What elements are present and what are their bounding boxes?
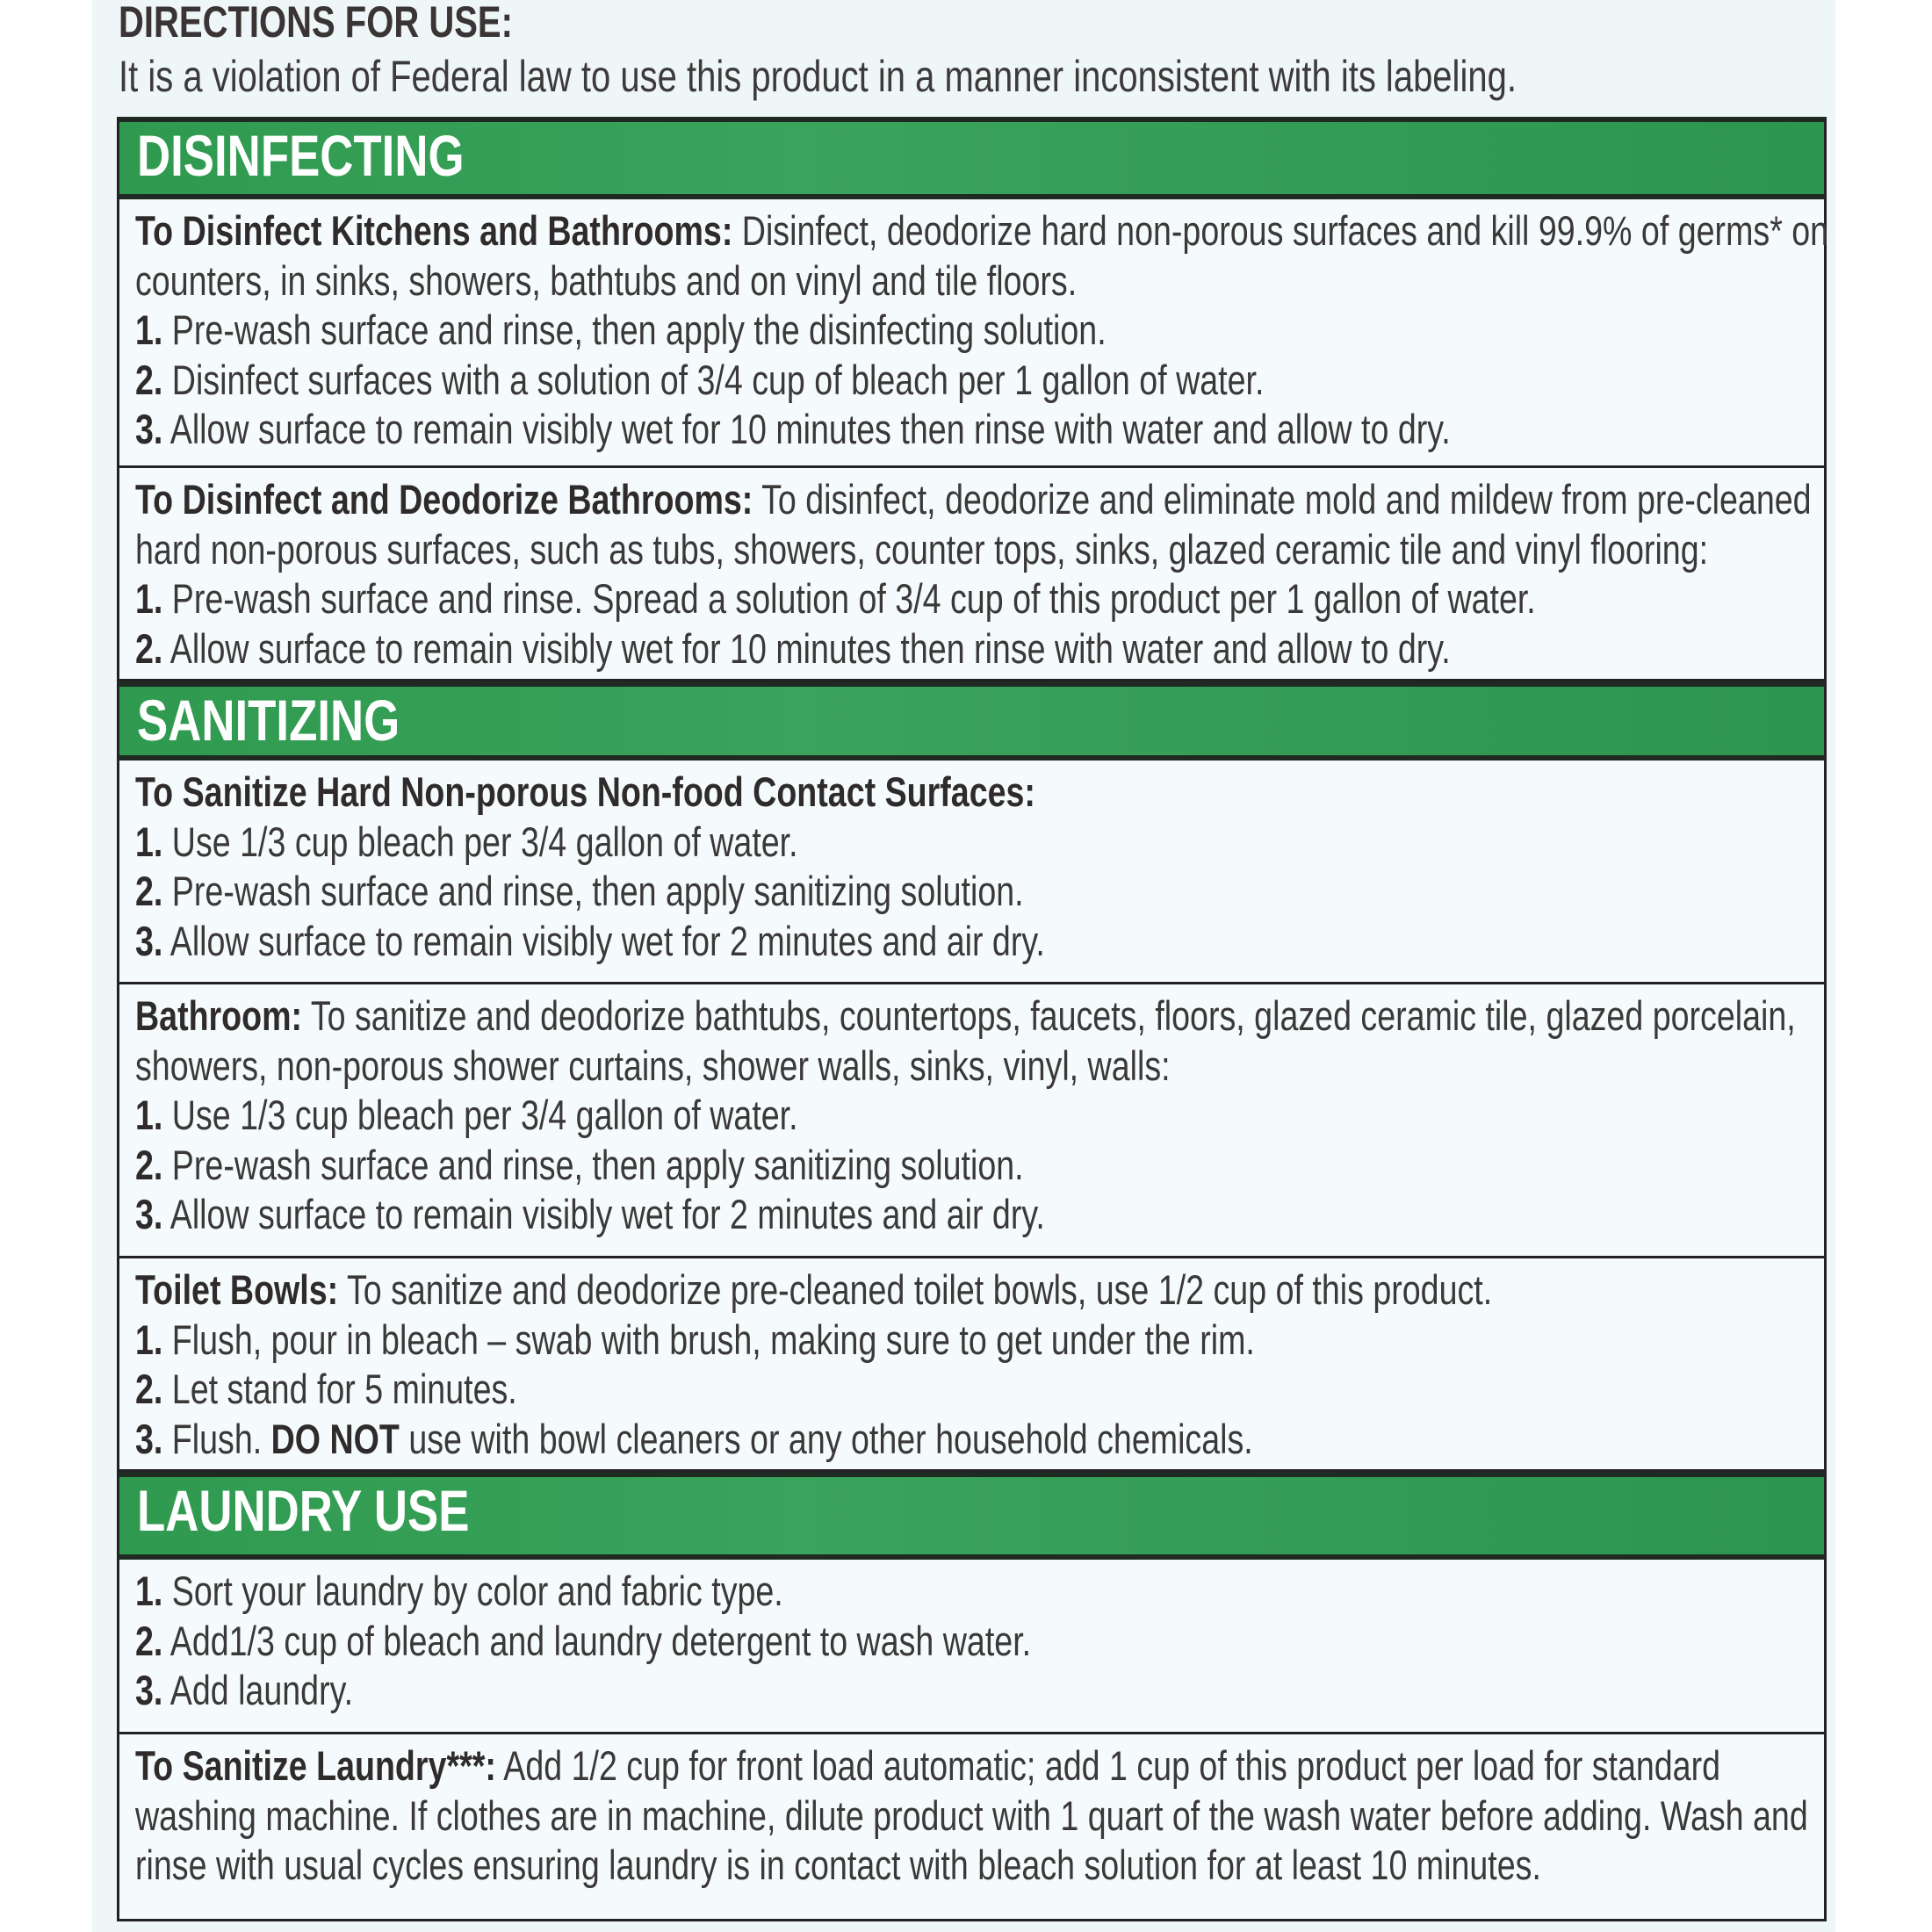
federal-law-warning [119, 51, 1866, 102]
section-header-disinfecting [117, 117, 1827, 199]
instruction-line [135, 206, 1829, 256]
instruction-text: Disinfect surfaces with a solution of 3/4 cup of bleach per 1 gallon of water. [162, 356, 1265, 403]
instruction-line [135, 867, 1808, 917]
instruction-text: Allow surface to remain visibly wet for 10 minutes then rinse with water and allow to dry. [162, 624, 1451, 672]
instruction-line [135, 1316, 1808, 1366]
instruction-label: 1. [135, 1092, 163, 1138]
instruction-box [117, 1258, 1827, 1472]
section-header-sanitizing [117, 681, 1827, 761]
instruction-line [135, 525, 1808, 575]
instruction-text: counters, in sinks, showers, bathtubs and on vinyl and tile floors. [135, 256, 1078, 304]
instruction-text: To disinfect, deodorize and eliminate mold and mildew from pre-cleaned [753, 476, 1812, 523]
instruction-label: 1. [135, 1568, 163, 1614]
instruction-line [135, 1091, 1808, 1141]
instruction-text: Allow surface to remain visibly wet for 10 minutes then rinse with water and allow to dry. [162, 406, 1451, 452]
instruction-text: Flush. [162, 1415, 271, 1462]
instruction-text: Pre-wash surface and rinse. Spread a solution of 3/4 cup of this product per 1 gallon of water. [162, 575, 1536, 622]
instruction-text: hard non-porous surfaces, such as tubs, showers, counter tops, sinks, glazed ceramic tile and vinyl flooring: [135, 525, 1709, 573]
instruction-line [135, 1791, 1808, 1842]
instruction-text: Add1/3 cup of bleach and laundry detergent to wash water. [162, 1617, 1032, 1664]
directions-title-text: DIRECTIONS FOR USE: [119, 0, 513, 47]
instruction-line [135, 1042, 1808, 1092]
instruction-line [135, 1190, 1808, 1240]
instruction-text: Let stand for 5 minutes. [162, 1366, 517, 1412]
instruction-line [135, 1666, 1808, 1716]
section-header-text: LAUNDRY USE [137, 1478, 470, 1543]
instruction-label: 3. [135, 1667, 163, 1713]
section-header-text: DISINFECTING [137, 123, 465, 188]
instruction-line [135, 991, 1808, 1042]
instruction-line [135, 306, 1808, 356]
instruction-label: To Sanitize Hard Non-porous Non-food Contact Surfaces: [135, 768, 1035, 815]
instruction-text: rinse with usual cycles ensuring laundry is in contact with bleach solution for at least 10 minutes. [135, 1842, 1541, 1888]
instruction-line [135, 1617, 1808, 1667]
instruction-line [135, 624, 1808, 674]
instruction-label: 2. [135, 356, 163, 403]
section-header-text: SANITIZING [137, 688, 400, 753]
instruction-box [117, 1560, 1827, 1734]
instruction-line [135, 574, 1808, 624]
instruction-text: Sort your laundry by color and fabric type. [162, 1568, 783, 1614]
instruction-line [135, 1265, 1808, 1316]
instruction-text: washing machine. If clothes are in machine, dilute product with 1 quart of the wash water before adding. Wash and [135, 1791, 1808, 1839]
instruction-line [135, 405, 1808, 455]
instruction-text: Add 1/2 cup for front load automatic; add 1 cup of this product per load for standard [495, 1742, 1721, 1789]
instruction-text: showers, non-porous shower curtains, shower walls, sinks, vinyl, walls: [135, 1042, 1171, 1089]
instruction-box [117, 468, 1827, 681]
instruction-text: Flush, pour in bleach – swab with brush, making sure to get under the rim. [162, 1316, 1255, 1363]
instruction-line [135, 768, 1808, 818]
instruction-label: 1. [135, 1316, 163, 1363]
instruction-text: Use 1/3 cup bleach per 3/4 gallon of water. [162, 818, 798, 865]
instruction-label: 2. [135, 1366, 163, 1412]
instruction-label: 2. [135, 1141, 163, 1188]
instruction-box [117, 199, 1827, 468]
instruction-line [135, 356, 1808, 406]
instruction-text: Allow surface to remain visibly wet for 2 minutes and air dry. [162, 1191, 1045, 1237]
instruction-label: 3. [135, 1415, 163, 1462]
instruction-label: DO NOT [270, 1415, 400, 1462]
instruction-label: To Sanitize Laundry***: [135, 1742, 496, 1789]
instruction-line [135, 256, 1808, 306]
instruction-box [117, 984, 1827, 1258]
instruction-label: Bathroom: [135, 992, 303, 1039]
instruction-label: Toilet Bowls: [135, 1266, 339, 1313]
instruction-label: 1. [135, 575, 163, 622]
directions-title [119, 0, 611, 47]
instruction-label: 2. [135, 1617, 163, 1664]
section-header-laundry-use [117, 1472, 1827, 1560]
instruction-label: 3. [135, 917, 163, 964]
instruction-text: To sanitize and deodorize bathtubs, countertops, faucets, floors, glazed ceramic tile, glazed porcelain, [302, 992, 1796, 1039]
instruction-box [117, 1734, 1827, 1921]
instruction-line [135, 1741, 1808, 1791]
instruction-text: Use 1/3 cup bleach per 3/4 gallon of water. [162, 1092, 798, 1138]
instruction-box [117, 761, 1827, 984]
instruction-text: Disinfect, deodorize hard non-porous surfaces and kill 99.9% of germs* on [732, 207, 1829, 254]
directions-table [117, 117, 1827, 1921]
instruction-text: To sanitize and deodorize pre-cleaned toilet bowls, use 1/2 cup of this product. [338, 1266, 1493, 1313]
federal-law-warning-text: It is a violation of Federal law to use this product in a manner inconsistent with its labeling. [119, 52, 1517, 101]
instruction-label: 1. [135, 818, 163, 865]
instruction-label: To Disinfect Kitchens and Bathrooms: [135, 207, 733, 254]
instruction-label: 3. [135, 406, 163, 452]
instruction-text: Pre-wash surface and rinse, then apply sanitizing solution. [162, 868, 1024, 914]
instruction-text: Pre-wash surface and rinse, then apply sanitizing solution. [162, 1141, 1024, 1188]
instruction-label: 2. [135, 868, 163, 914]
instruction-text: Allow surface to remain visibly wet for 2 minutes and air dry. [162, 917, 1045, 964]
instruction-line [135, 1415, 1808, 1465]
instruction-text: use with bowl cleaners or any other household chemicals. [399, 1415, 1253, 1462]
instruction-line [135, 1567, 1808, 1617]
instruction-line [135, 475, 1812, 525]
instruction-line [135, 1841, 1808, 1891]
instruction-line [135, 818, 1808, 868]
instruction-label: 1. [135, 306, 163, 353]
instruction-label: 3. [135, 1191, 163, 1237]
instruction-line [135, 1141, 1808, 1191]
instruction-line [135, 1365, 1808, 1415]
instruction-label: To Disinfect and Deodorize Bathrooms: [135, 476, 753, 523]
instruction-text: Pre-wash surface and rinse, then apply the disinfecting solution. [162, 306, 1107, 353]
instruction-text: Add laundry. [162, 1667, 354, 1713]
instruction-line [135, 917, 1808, 967]
instruction-label: 2. [135, 624, 163, 672]
